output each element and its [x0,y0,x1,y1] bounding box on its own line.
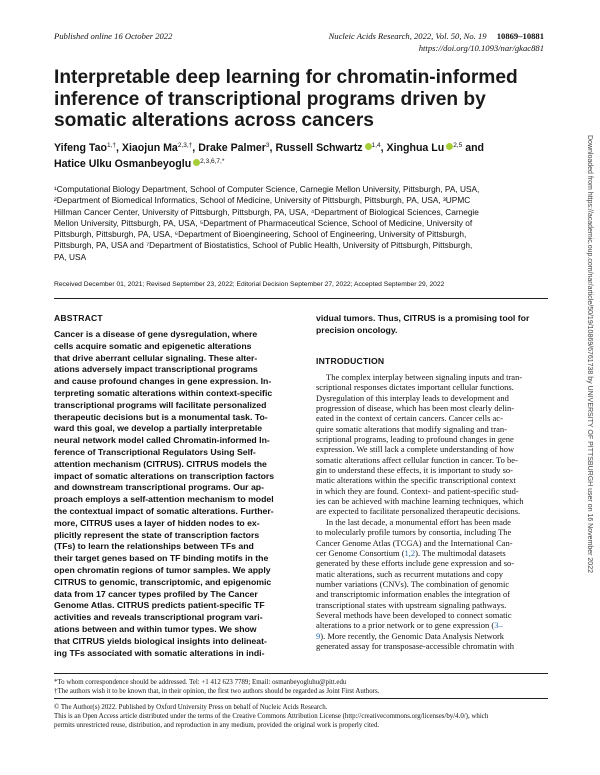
intro-line [316,620,548,630]
abstract-line: and cause profound changes in gene expression. In- [54,376,272,387]
citation-link[interactable]: 1,2 [404,547,416,558]
abstract-line: therapeutic decisions but is a monumental task. To- [54,411,268,422]
citation-link[interactable]: 9 [316,630,321,641]
intro-line: scriptional programs, leading to profound changes in gene [316,434,514,445]
license-divider [54,698,548,699]
author-list: Yifeng Tao$^{1,\dagger}$, Xiaojun $Ma^{2,3,\dagger}$, Drake Palmer$^3$, Russell Schwartz $^{1,4}$, Xinghua Lu $^{2,5}$ and Hatice Ulku Osmanbeyoglu $^{2,3,6,7,*}$ [54,142,485,170]
affiliation-line: Mellon University, Pittsburgh, PA, USA, ⁵Department of Pharmaceutical Science, School of Medicine, University of [54,217,473,228]
article-title [54,67,524,132]
abstract-body [54,329,298,659]
journal-header [329,30,544,54]
received-dates: Received December 01, 2021; Revised September 23, 2022; Editorial Decision September 27, 2022; Accepted September 29, 2022 [54,281,445,288]
affiliation-line: Hillman Cancer Center, University of Pittsburgh, Pittsburgh, PA, USA, ⁴Department of Biological Sciences, Carnegie [54,206,479,217]
abstract-line: ing TFs associated with somatic alterations in indi- [54,647,265,658]
affiliation-line: ²Department of Biomedical Informatics, School of Medicine, University of Pittsburgh, Pittsburgh, PA, USA, ³UPMC [54,195,471,206]
abstract-line: Genome Atlas. CITRUS predicts patient-specific TF [54,600,265,611]
intro-line: somatic alterations affect cellular function in cancer. To be- [316,454,518,465]
license-line: permits unrestricted reuse, distribution, and reproduction in any medium, provided the original work is properly cited. [54,722,380,729]
abstract-line: precision oncology. [316,324,398,335]
affiliation-line: Pittsburgh, PA, USA and ⁷Department of Biostatistics, School of Public Health, University of Pittsburgh, Pittsburgh, [54,240,473,251]
intro-line: The complex interplay between signaling inputs and tran- [326,372,523,382]
affiliation-line: PA, USA [54,251,87,262]
abstract-line: Cancer is a disease of gene dysregulation, where [54,329,258,339]
intro-line [316,631,548,641]
author-affil: 3 [265,142,270,149]
abstract-line: proach employs a self-attention mechanism to model [54,494,274,505]
orcid-icon[interactable] [365,143,372,150]
intro-text: cer Genome Consortium ( [316,547,405,558]
license-block [54,703,488,730]
intro-line: progression of disease, which has been most clearly delin- [316,403,515,414]
intro-line [316,548,548,558]
intro-line: generated by these efforts include gene expression and so- [316,558,515,569]
abstract-line: impact of somatic alterations on transcription factors [54,470,275,481]
footnote: *To whom correspondence should be addressed. Tel: +1 412 623 7789; Email: osmanbeyogluhu@pitt.edu [54,679,347,686]
download-notice: Downloaded from https://academic.oup.com/nar/article/50/19/10869/6761738 by UNIVERSITY OF PITTSBURGH user on 16 November 2022 [586,135,593,573]
abstract-line: (TFs) to learn the relationships between TFs and [54,541,254,552]
copyright-line: © The Author(s) 2022. Published by Oxford University Press on behalf of Nucleic Acids Research. [54,704,328,711]
intro-line: to molecularly profile tumors by consortia, including The [316,527,512,538]
abstract-line: and downstream transcriptional programs. Our ap- [54,482,264,493]
citation-link[interactable]: 3– [494,620,503,631]
download-watermark [585,135,595,665]
affiliations [54,184,544,263]
abstract-line: ference of Transcriptional Regulators Using Self- [54,446,256,457]
intro-line: gin to understand these effects, it is important to study so- [316,465,513,476]
footnotes [54,678,379,696]
abstract-continuation [316,313,548,337]
intro-line: Dysregulation of this interplay leads to development and [316,392,509,403]
intro-line: are expected to facilitate personalized therapeutic decisions. [316,506,521,517]
intro-line: and transcriptomic information enables the integration of [316,589,511,600]
intro-line: Several methods have been developed to connect somatic [316,609,512,620]
affiliation-line: ¹Computational Biology Department, School of Computer Science, Carnegie Mellon University, Pittsburgh, PA, USA, [54,184,480,194]
author-affil: 2,3,† [177,142,193,149]
abstract-heading: ABSTRACT [54,313,103,323]
author-affil: 1,† [106,142,117,149]
intro-line: transcriptional states with upstream signaling pathways. [316,599,507,610]
intro-line: ies can be achieved with machine learning techniques, which [316,496,524,507]
doi-link[interactable]: https://doi.org/10.1093/nar/gkac881 [418,43,544,53]
intro-line: expression. We still lack a complete understanding of how [316,444,515,455]
page-range: 10869–10881 [496,31,544,41]
affiliation-line: Pittsburgh, Pittsburgh, PA, USA, ⁶Department of Bioengineering, School of Engineering, University of Pittsburgh, [54,229,467,240]
intro-line: Cancer Genome Atlas (TCGA) and the International Can- [316,537,513,548]
intro-line: eated in the context of certain cancers. Cancer cells ac- [316,413,503,424]
intro-text: alterations to a prior network or to gene expression ( [316,620,495,631]
author-name[interactable]: Hatice Ulku Osmanbeyoglu [54,157,192,170]
abstract-line: data from 17 cancer types profiled by The Cancer [54,588,258,599]
author-name[interactable]: Drake Palmer [198,142,266,154]
abstract-line: that drive aberrant cellular signaling. These alter- [54,352,258,363]
abstract-line: CITRUS to genomic, transcriptomic, and epigenomic [54,576,272,587]
intro-text: ). More recently, the Genomic Data Analysis Network [320,630,505,641]
title-line: Interpretable deep learning for chromatin-informed [54,67,518,88]
published-date: Published online 16 October 2022 [54,31,173,41]
abstract-line: ward this goal, we develop a partially interpretable [54,423,263,434]
journal-citation: Nucleic Acids Research, 2022, Vol. 50, No. 19 [328,31,487,41]
author-name[interactable]: Xinghua Lu [386,142,445,154]
abstract-line: terpreting somatic alterations within context-specific [54,387,273,398]
intro-line: in which they are found. Context- and patient-specific stud- [316,485,519,496]
intro-line: matic alterations within the specific transcriptional context [316,475,516,486]
intro-line: number variations (CNVs). The combination of genomic [316,578,510,589]
abstract-line: cells acquire somatic and epigenetic alterations [54,340,252,351]
footnote-divider [54,673,548,674]
abstract-line: activities and reveals transcriptional program vari- [54,612,263,623]
author-name[interactable]: Xiaojun Ma [121,142,178,154]
author-affil: 2,3,6,7,* [200,157,225,165]
introduction-heading: INTRODUCTION [316,356,385,366]
abstract-line: the contextual impact of somatic alterations. Further- [54,505,274,516]
author-name[interactable]: Russell Schwartz [275,142,363,154]
title-line: inference of transcriptional programs driven by [54,88,486,110]
intro-line: quire somatic alterations that modify signaling and tran- [316,423,507,434]
abstract-line: more, CITRUS uses a layer of hidden nodes to ex- [54,517,260,528]
intro-line: In the last decade, a monumental effort has been made [326,516,511,527]
abstract-line: that CITRUS yields biological insights into delineat- [54,635,267,646]
abstract-line: transcriptional programs will facilitate personalized [54,399,267,410]
author-affil: 1,4 [371,142,381,149]
author-name[interactable]: Yifeng Tao [54,142,107,154]
author-affil: 2,5 [453,142,463,149]
introduction-body [316,372,548,651]
header-divider [54,298,548,299]
abstract-line: ations between and within tumor types. We show [54,623,257,634]
abstract-line: vidual tumors. Thus, CITRUS is a promising tool for [316,313,530,323]
abstract-line: attention mechanism (CITRUS). CITRUS models the [54,458,267,469]
abstract-line: open chromatin regions of tumor samples. We apply [54,564,271,575]
abstract-line: neural network model called Chromatin-informed In- [54,435,270,446]
intro-line: scriptional responses dictates important cellular functions. [316,382,514,393]
author-conjunction: and [465,142,485,154]
abstract-line: ations adversely impact transcriptional programs [54,364,258,375]
footnote: †The authors wish it to be known that, in their opinion, the first two authors should be regarded as Joint First Authors. [54,688,380,695]
abstract-line: their target genes based on TF binding motifs in the [54,553,269,564]
intro-line: matic alterations, such as recurrent mutations and copy [316,568,503,579]
intro-text: ). The multimodal datasets [415,547,506,558]
intro-line: generated assay for transposase-accessible chromatin with [316,640,515,651]
license-line: This is an Open Access article distributed under the terms of the Creative Commons Attribution License (http://creativecommons.org/licenses/by/4.0/), which [54,713,489,720]
abstract-line: plicitly represent the state of transcription factors [54,529,260,540]
title-line: somatic alterations across cancers [54,110,374,131]
